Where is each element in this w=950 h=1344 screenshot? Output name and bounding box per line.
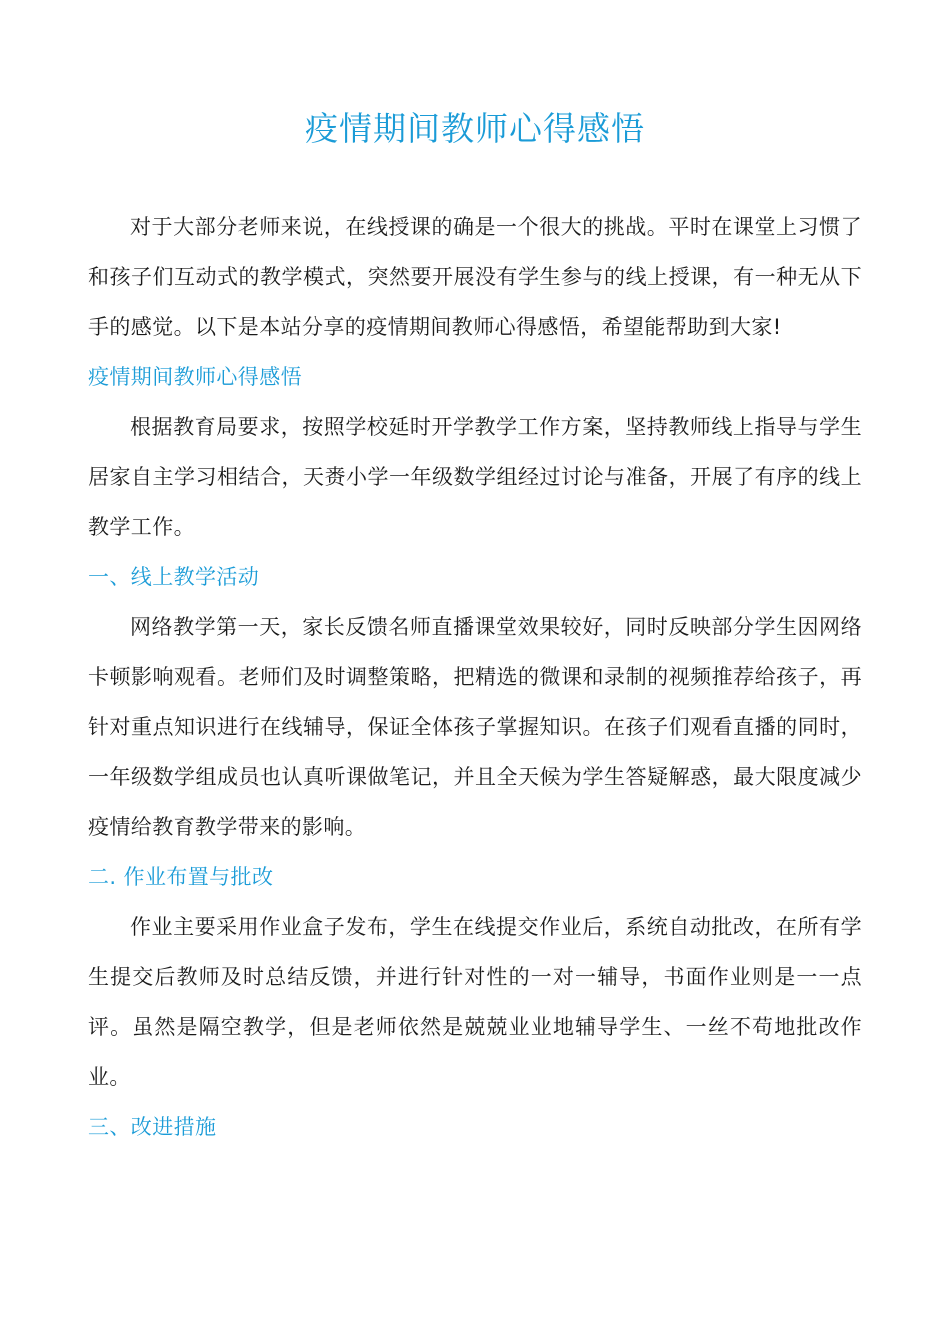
section-heading-online-teaching: 一、线上教学活动 — [88, 565, 260, 589]
document-body — [88, 202, 862, 1152]
paragraph: 作业主要采用作业盒子发布，学生在线提交作业后，系统自动批改，在所有学生提交后教师及时总结反馈，并进行针对性的一对一辅导，书面作业则是一一点评。虽然是隔空教学，但是老师依然是兢兢业业地辅导学生、一丝不苟地批改作业。 — [88, 915, 862, 1089]
page-title: 疫情期间教师心得感悟 — [305, 109, 645, 148]
paragraph: 根据教育局要求，按照学校延时开学教学工作方案，坚持教师线上指导与学生居家自主学习相结合，天赉小学一年级数学组经过讨论与准备，开展了有序的线上教学工作。 — [88, 415, 862, 539]
section-heading-improvements: 三、改进措施 — [88, 1115, 217, 1139]
intro-paragraph: 对于大部分老师来说，在线授课的确是一个很大的挑战。平时在课堂上习惯了和孩子们互动式的教学模式，突然要开展没有学生参与的线上授课，有一种无从下手的感觉。以下是本站分享的疫情期间教师心得感悟，希望能帮助到大家! — [88, 215, 862, 339]
section-heading-homework: 二. 作业布置与批改 — [88, 865, 274, 889]
paragraph: 网络教学第一天，家长反馈名师直播课堂效果较好，同时反映部分学生因网络卡顿影响观看。老师们及时调整策略，把精选的微课和录制的视频推荐给孩子，再针对重点知识进行在线辅导，保证全体孩子掌握知识。在孩子们观看直播的同时，一年级数学组成员也认真听课做笔记，并且全天候为学生答疑解惑，最大限度减少疫情给教育教学带来的影响。 — [88, 615, 862, 839]
section-title: 疫情期间教师心得感悟 — [88, 365, 302, 389]
